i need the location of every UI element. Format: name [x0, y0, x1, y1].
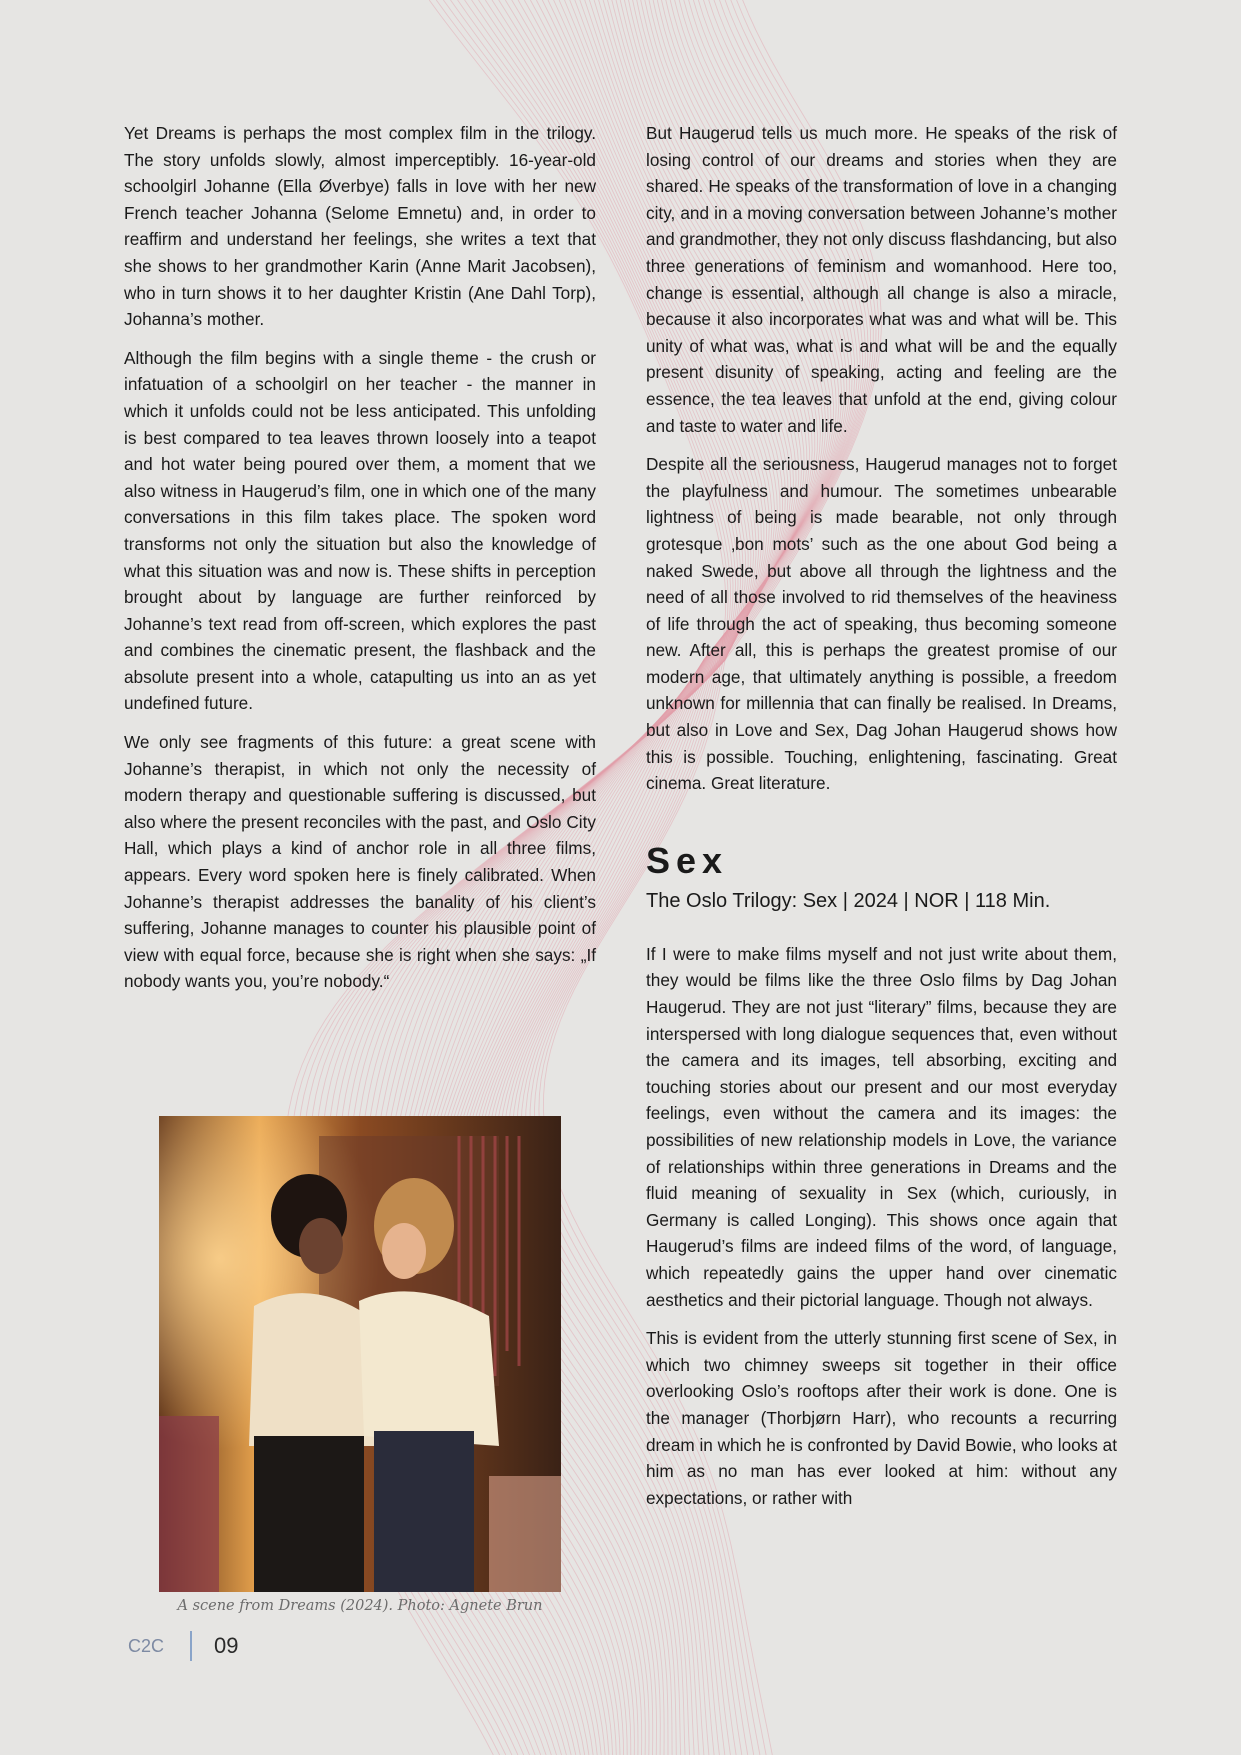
body-paragraph: This is evident from the utterly stunning first scene of Sex, in which two chimney sweeps sit together in their office overlooking Oslo’s rooftops after their work is done. One is the manager (Thorbjørn Harr), who recounts a recurring dream in which he is confronted by David Bowie, who looks at him as no man has ever looked at him: without any expectations, or rather with — [646, 1328, 1117, 1508]
body-paragraph: Yet Dreams is perhaps the most complex film in the trilogy. The story unfolds slowly, almost imperceptibly. 16-year-old schoolgirl Johanne (Ella Øverbye) falls in love with her new French teacher Johanna (Selome Emnetu) and, in order to reaffirm and understand her feelings, she writes a text that she shows to her grandmother Karin (Anne Marit Jacobsen), who in turn shows it to her daughter Kristin (Ane Dahl Torp), Johanna’s mother. — [124, 123, 596, 330]
body-paragraph: Despite all the seriousness, Haugerud manages not to forget the playfulness and humour. The sometimes unbearable lightness of being is made bearable, not only through grotesque ‚bon mots’ such as the one about God being a naked Swede, but above all through the lightness and the need of all those involved to rid themselves of the heaviness of life through the act of speaking, thus becoming someone new. After all, this is perhaps the greatest promise of our modern age, that ultimately anything is possible, a freedom unknown for millennia that can finally be realised. In Dreams, but also in Love and Sex, Dag Johan Haugerud shows how this is possible. Touching, enlightening, fascinating. Great cinema. Great literature. — [646, 454, 1117, 794]
body-paragraph: If I were to make films myself and not just write about them, they would be films like the three Oslo films by Dag Johan Haugerud. They are not just “literary” films, because they are interspersed with long dialogue sequences that, even without the camera and its images, tell absorbing, exciting and touching stories about our present and our most everyday feelings, even without the camera and its images: the possibilities of new relationship models in Love, the variance of relationships within three generations in Dreams and the fluid meaning of sexuality in Sex (which, curiously, in Germany is called Longing). This shows once again that Haugerud’s films are indeed films of the word, of language, which repeatedly gains the upper hand over cinematic aesthetics and their pictorial language. Though not always. — [646, 943, 1117, 1310]
body-paragraph: We only see fragments of this future: a great scene with Johanne’s therapist, in which not only the necessity of modern therapy and questionable suffering is discussed, but also where the present reconciles with the past, and Oslo City Hall, which plays a kind of anchor role in all three films, appears. Every word spoken here is finely calibrated. When Johanne’s therapist addresses the banality of his client’s suffering, Johanne manages to counter his plausible point of view with equal force, because she is right when she says: „If nobody wants you, you’re nobody.“ — [124, 732, 596, 992]
page-number: 09 — [214, 1633, 239, 1658]
page-footer — [128, 1630, 239, 1662]
footer-brand: C2C — [128, 1635, 165, 1656]
left-column — [124, 120, 596, 1007]
film-still-photo — [159, 1116, 561, 1592]
body-paragraph: But Haugerud tells us much more. He speaks of the risk of losing control of our dreams and stories when they are shared. He speaks of the transformation of love in a changing city, and in a moving conversation between Johanne’s mother and grandmother, they not only discuss flashdancing, but also three generations of feminism and womanhood. Here too, change is essential, although all change is also a miracle, because it also incorporates what was and what will be. This unity of what was, what is and what will be and the equally present disunity of speaking, acting and feeling are the essence, the tea leaves that unfold at the end, giving colour and taste to water and life. — [646, 123, 1117, 436]
section-heading: Sex — [646, 839, 729, 881]
footer-divider — [190, 1631, 192, 1661]
photo-caption: A scene from Dreams (2024). Photo: Agnete Brun — [177, 1598, 543, 1614]
film-meta: The Oslo Trilogy: Sex | 2024 | NOR | 118 Min. — [646, 889, 1051, 912]
right-column — [646, 120, 1117, 1523]
body-paragraph: Although the film begins with a single theme - the crush or infatuation of a schoolgirl on her teacher - the manner in which it unfolds could not be less anticipated. This unfolding is best compared to tea leaves thrown loosely into a teapot and hot water being poured over them, a moment that we also witness in Haugerud’s film, one in which one of the many conversations in this film takes place. The spoken word transforms not only the situation but also the knowledge of what this situation was and now is. These shifts in perception brought about by language are further reinforced by Johanne’s text read from off-screen, which explores the past and combines the cinematic present, the flashback and the absolute present into a whole, catapulting us into an as yet undefined future. — [124, 347, 596, 714]
